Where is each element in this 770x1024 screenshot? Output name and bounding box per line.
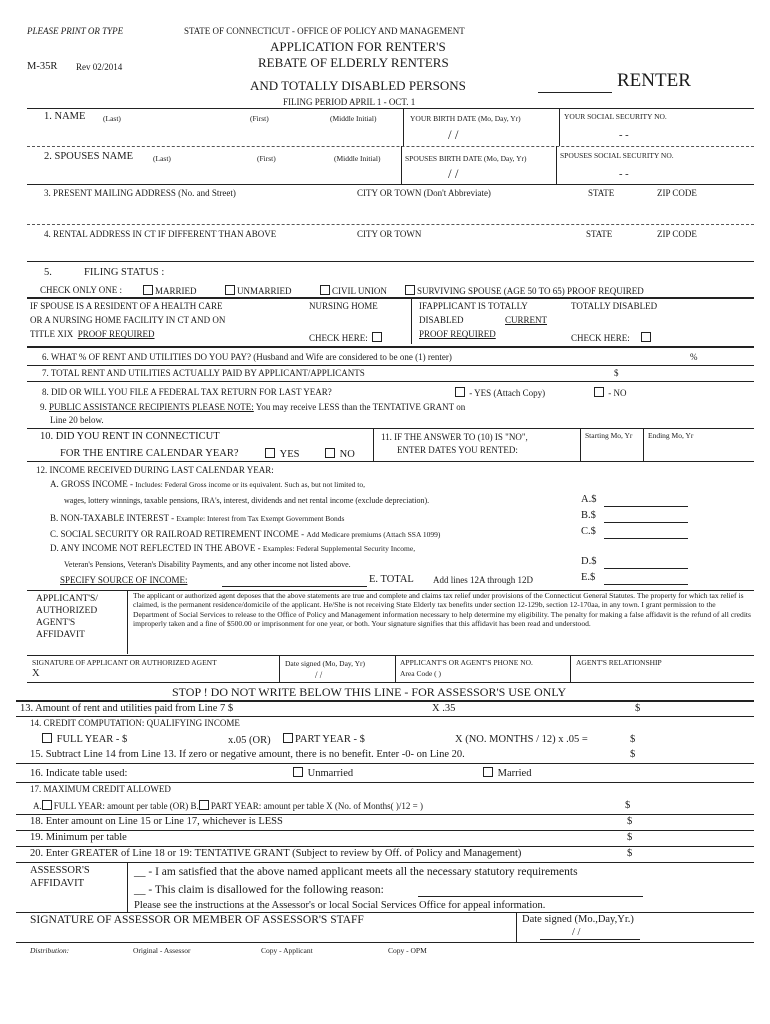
months-formula: X (NO. MONTHS / 12) x .05 = [455, 734, 588, 745]
line17-options [33, 800, 423, 811]
note-heading: PUBLIC ASSISTANCE RECIPIENTS PLEASE NOTE: [49, 402, 254, 412]
civil-union-label: CIVIL UNION [332, 286, 387, 296]
assessor-date-field[interactable]: / / [572, 927, 581, 938]
other-income-heading: D. ANY INCOME NOT REFLECTED IN THE ABOVE - [50, 543, 263, 553]
spouse-first-hint: (First) [257, 154, 276, 163]
full-year-checkbox[interactable] [42, 733, 127, 745]
unmarried-label: UNMARRIED [237, 286, 292, 296]
married-checkbox[interactable] [143, 285, 197, 296]
line17-part-year: PART YEAR: amount per table X (No. of Months( )/12 = ) [210, 801, 423, 811]
relationship-label: AGENT'S RELATIONSHIP [576, 658, 662, 667]
line20-dollar: $ [627, 848, 633, 859]
signature-x[interactable]: X [32, 668, 40, 679]
health-care-line1: IF SPOUSE IS A RESIDENT OF A HEALTH CARE [30, 301, 223, 311]
married-table-checkbox[interactable] [483, 767, 531, 779]
checkbox-icon [42, 733, 52, 743]
public-assistance-note [40, 402, 465, 412]
spouse-ssn-label: SPOUSES SOCIAL SECURITY NO. [560, 151, 674, 160]
rent-ct-yes[interactable] [265, 448, 299, 460]
line17-label: 17. MAXIMUM CREDIT ALLOWED [30, 784, 171, 794]
rent-ct-no[interactable] [325, 448, 355, 460]
checkbox-icon [265, 448, 275, 458]
line19-label: 19. Minimum per table [30, 832, 127, 843]
line15-dollar: $ [630, 749, 636, 760]
totally-disabled-check[interactable] [571, 332, 653, 343]
current-label: CURRENT [505, 315, 548, 325]
affidavit-line3: AGENT'S [36, 618, 76, 628]
gross-income-label [50, 479, 365, 489]
line14-label: 14. CREDIT COMPUTATION: QUALIFYING INCOME [30, 718, 240, 728]
no-label: NO [339, 449, 355, 460]
line-e-dollar: E.$ [581, 572, 596, 583]
disabled-line2: DISABLED [419, 315, 464, 325]
filing-status-num: 5. [44, 267, 52, 278]
line17-a: A. [33, 801, 42, 811]
applicant-affidavit-heading [36, 593, 98, 641]
social-security-hint: Add Medicare premiums (Attach SSA 1099) [306, 530, 441, 539]
rent-ct-label2: FOR THE ENTIRE CALENDAR YEAR? [60, 448, 239, 459]
line-d-dollar: D.$ [581, 556, 597, 567]
filing-status-label: FILING STATUS : [84, 267, 165, 278]
title-xix: TITLE XIX [30, 329, 74, 339]
rental-zip-label: ZIP CODE [657, 229, 697, 239]
line18-label: 18. Enter amount on Line 15 or Line 17, whichever is LESS [30, 816, 283, 827]
note-body: You may receive LESS than the TENTATIVE GRANT on [253, 402, 466, 412]
tax-return-yes[interactable] [455, 387, 545, 398]
line-c-dollar: C.$ [581, 526, 596, 537]
disabled-proof-required: PROOF REQUIRED [419, 329, 496, 339]
phone-label: APPLICANT'S OR AGENT'S PHONE NO. [400, 658, 533, 667]
line19-dollar: $ [627, 832, 633, 843]
assessor-date-label: Date signed (Mo.,Day,Yr.) [522, 914, 634, 925]
form-title-line3: AND TOTALLY DISABLED PERSONS [250, 78, 466, 93]
line13-dollar: $ [635, 703, 641, 714]
unmarried-table-checkbox[interactable] [293, 767, 353, 779]
checkbox-icon [405, 285, 415, 295]
specify-source-label: SPECIFY SOURCE OF INCOME: [60, 575, 188, 585]
area-code-field[interactable]: Area Code ( ) [400, 669, 442, 678]
spouse-name-label: 2. SPOUSES NAME [44, 151, 133, 162]
total-rent-label: 7. TOTAL RENT AND UTILITIES ACTUALLY PAID BY APPLICANT/APPLICANTS [42, 368, 365, 378]
form-revision: Rev 02/2014 [76, 62, 123, 72]
civil-union-checkbox[interactable] [320, 285, 387, 296]
affidavit-text: The applicant or authorized agent deposes that the above statements are true and complete and claims tax relief under provisions of the Connecticut General Statutes. The property for which tax relief is claimed, is the permanent residence/domicile of the applicant. He/She is not receiving State Elderly tax benefits under section 12-129b, section 12-170aa, in any town. I grant permission to the Department of Social Services to release to the Office of Policy and Management information necessary to help determine my eligibility. The penalty for making a false affidavit is the refund of all credits improperly taken and a fine of $500.00 or imprisonment for one year, or both. Your signature signifies that this affidavit has been read and understood. [133, 591, 751, 629]
percent-sign: % [690, 352, 698, 362]
spouse-birth-date-slashes: / / [448, 166, 459, 181]
line20-label: 20. Enter GREATER of Line 18 or 19: TENTATIVE GRANT (Subject to review by Off. of Policy and Management) [30, 848, 522, 859]
end-date-label: Ending Mo, Yr [648, 431, 694, 440]
form-title-line2: REBATE OF ELDERLY RENTERS [258, 55, 449, 70]
birth-date-slashes: / / [448, 127, 459, 142]
satisfied-option[interactable]: __ - I am satisfied that the above named applicant meets all the necessary statutory requirements [134, 866, 578, 878]
line16-label: 16. Indicate table used: [30, 768, 128, 779]
unmarried-table-label: Unmarried [307, 768, 354, 779]
gross-income-hint: Includes: Federal Gross income or its equivalent. Such as, but not limited to, [135, 480, 366, 489]
married-label: MARRIED [155, 286, 197, 296]
sig-date-label: Date signed (Mo, Day, Yr) [285, 659, 366, 668]
form-title-line1: APPLICATION FOR RENTER'S [270, 39, 446, 54]
ssn-dashes: - - [619, 130, 629, 141]
rent-percent-label: 6. WHAT % OF RENT AND UTILITIES DO YOU PAY? (Husband and Wife are considered to be one (1) renter) [42, 352, 452, 362]
total-label: E. TOTAL [369, 574, 414, 585]
yes-label: YES [279, 449, 300, 460]
other-income-hint: Examples: Federal Supplemental Security Income, [262, 544, 416, 553]
non-taxable-hint: Example: Interest from Tax Exempt Government Bonds [176, 514, 345, 523]
part-year-checkbox[interactable] [283, 733, 365, 745]
print-note: PLEASE PRINT OR TYPE [27, 26, 124, 36]
income-title: 12. INCOME RECEIVED DURING LAST CALENDAR YEAR: [36, 465, 274, 475]
birth-date-label: YOUR BIRTH DATE (Mo, Day, Yr) [410, 114, 521, 123]
nursing-home-label: NURSING HOME [309, 301, 378, 311]
line13-multiplier: X .35 [432, 703, 456, 714]
check-here-label: CHECK HERE: [571, 333, 630, 343]
affidavit-line2: AUTHORIZED [36, 606, 98, 616]
q11-label2: ENTER DATES YOU RENTED: [397, 445, 518, 455]
checkbox-icon [641, 332, 651, 342]
non-taxable-heading: B. NON-TAXABLE INTEREST - [50, 513, 177, 523]
ssn-label: YOUR SOCIAL SECURITY NO. [564, 112, 667, 121]
assessor-affidavit-line1: ASSESSOR'S [30, 865, 90, 876]
married-table-label: Married [497, 768, 532, 779]
gross-income-heading: A. GROSS INCOME - [50, 479, 136, 489]
dollar-sign: $ [614, 368, 619, 378]
assessor-affidavit-heading [30, 864, 90, 890]
checkbox-icon [293, 767, 303, 777]
mailing-city-label: CITY OR TOWN (Don't Abbreviate) [357, 188, 491, 198]
affidavit-line1: APPLICANT'S/ [36, 594, 98, 604]
mailing-zip-label: ZIP CODE [657, 188, 697, 198]
line17-dollar: $ [625, 800, 631, 811]
non-taxable-label [50, 513, 344, 523]
total-hint: Add lines 12A through 12D [433, 575, 533, 585]
appeal-instructions: Please see the instructions at the Assessor's or local Social Services Office for appeal information. [134, 900, 546, 911]
full-year-label: FULL YEAR - $ [56, 734, 128, 745]
distribution-original: Original - Assessor [133, 946, 191, 955]
proof-required: PROOF REQUIRED [77, 329, 155, 339]
checkbox-icon [483, 767, 493, 777]
line-a-dollar: A.$ [581, 494, 597, 505]
nursing-home-check[interactable] [309, 332, 384, 343]
signature-label: SIGNATURE OF APPLICANT OR AUTHORIZED AGENT [32, 658, 217, 667]
line14-dollar: $ [630, 734, 636, 745]
gross-income-hint2: wages, lottery winnings, taxable pensions, IRA's, interest, dividends and net rental income (exclude depreciation). [64, 496, 430, 505]
check-one-label: CHECK ONLY ONE : [40, 285, 123, 295]
other-income-hint2: Veteran's Pensions, Veteran's Disability Payments, and any other income not listed above. [64, 560, 351, 569]
unmarried-checkbox[interactable] [225, 285, 292, 296]
name-label: 1. NAME [44, 111, 86, 122]
checkbox-icon [283, 733, 293, 743]
tax-return-label: 8. DID OR WILL YOU FILE A FEDERAL TAX RETURN FOR LAST YEAR? [42, 387, 332, 397]
line15-label: 15. Subtract Line 14 from Line 13. If zero or negative amount, there is no benefit. Enter -0- on Line 20. [30, 749, 465, 760]
note-num: 9. [40, 402, 49, 412]
line-b-dollar: B.$ [581, 510, 596, 521]
affidavit-line4: AFFIDAVIT [36, 630, 85, 640]
name-last-hint: (Last) [103, 114, 121, 123]
checkbox-icon [372, 332, 382, 342]
health-care-line3 [30, 329, 155, 339]
line18-dollar: $ [627, 816, 633, 827]
rental-state-label: STATE [586, 229, 613, 239]
filing-period: FILING PERIOD APRIL 1 - OCT. 1 [283, 97, 416, 107]
agency-name: STATE OF CONNECTICUT - OFFICE OF POLICY AND MANAGEMENT [184, 26, 465, 36]
checkbox-icon[interactable] [42, 800, 52, 810]
checkbox-icon [320, 285, 330, 295]
social-security-heading: C. SOCIAL SECURITY OR RAILROAD RETIREMENT INCOME - [50, 529, 307, 539]
totally-disabled-label: TOTALLY DISABLED [571, 301, 658, 311]
check-here-label: CHECK HERE: [309, 333, 368, 343]
rent-ct-label: 10. DID YOU RENT IN CONNECTICUT [40, 431, 220, 442]
name-first-hint: (First) [250, 114, 269, 123]
disallowed-option[interactable]: __ - This claim is disallowed for the following reason: [134, 884, 384, 896]
yes-label: - YES (Attach Copy) [469, 388, 546, 398]
distribution-copy-opm: Copy - OPM [388, 946, 427, 955]
line17-full-year: FULL YEAR: amount per table (OR) B. [53, 801, 199, 811]
note-body-line2: Line 20 below. [50, 415, 104, 425]
spouse-birth-date-label: SPOUSES BIRTH DATE (Mo, Day, Yr) [405, 154, 527, 163]
start-date-label: Starting Mo, Yr [585, 431, 633, 440]
mailing-address-label: 3. PRESENT MAILING ADDRESS (No. and Street) [44, 188, 236, 198]
form-number: M-35R [27, 61, 58, 72]
checkbox-icon[interactable] [199, 800, 209, 810]
assessor-signature-label: SIGNATURE OF ASSESSOR OR MEMBER OF ASSESSOR'S STAFF [30, 914, 364, 926]
rental-address-label: 4. RENTAL ADDRESS IN CT IF DIFFERENT THAN ABOVE [44, 229, 277, 239]
no-label: - NO [608, 388, 627, 398]
social-security-label [50, 529, 440, 539]
spouse-mi-hint: (Middle Initial) [334, 154, 381, 163]
spouse-last-hint: (Last) [153, 154, 171, 163]
checkbox-icon [143, 285, 153, 295]
checkbox-icon [225, 285, 235, 295]
sig-date-field[interactable]: / / [315, 670, 323, 680]
health-care-line2: OR A NURSING HOME FACILITY IN CT AND ON [30, 315, 226, 325]
x05-label: x.05 (OR) [228, 735, 271, 746]
stop-line: STOP ! DO NOT WRITE BELOW THIS LINE - FOR ASSESSOR'S USE ONLY [172, 685, 567, 699]
mailing-state-label: STATE [588, 188, 615, 198]
rental-city-label: CITY OR TOWN [357, 229, 422, 239]
distribution-copy-applicant: Copy - Applicant [261, 946, 313, 955]
tax-return-no[interactable] [594, 387, 627, 398]
name-mi-hint: (Middle Initial) [330, 114, 377, 123]
surviving-spouse-checkbox[interactable] [405, 285, 644, 296]
checkbox-icon [325, 448, 335, 458]
renter-label: RENTER [617, 70, 691, 91]
checkbox-icon [455, 387, 465, 397]
checkbox-icon [594, 387, 604, 397]
q11-label: 11. IF THE ANSWER TO (10) IS "NO", [381, 432, 528, 442]
line13-label: 13. Amount of rent and utilities paid from Line 7 $ [20, 703, 234, 714]
disabled-line1: IFAPPLICANT IS TOTALLY [419, 301, 528, 311]
assessor-affidavit-line2: AFFIDAVIT [30, 878, 85, 889]
part-year-label: PART YEAR - $ [295, 734, 365, 745]
distribution-label: Distribution: [30, 946, 70, 955]
surviving-spouse-label: SURVIVING SPOUSE (AGE 50 TO 65) PROOF REQUIRED [417, 286, 644, 296]
other-income-label [50, 543, 415, 553]
spouse-ssn-dashes: - - [619, 169, 629, 180]
